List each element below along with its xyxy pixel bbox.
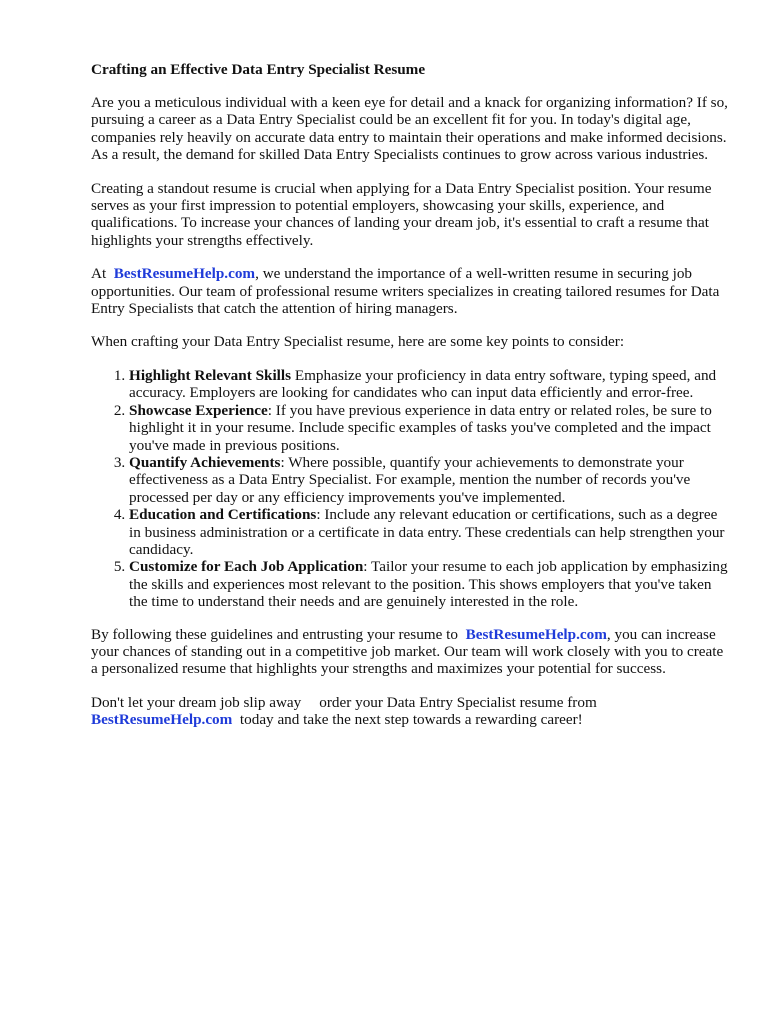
closing-paragraph	[91, 694, 729, 729]
key-points-list	[91, 367, 729, 611]
bestresumehelp-link[interactable]: BestResumeHelp.com	[465, 625, 607, 643]
guidelines-paragraph	[91, 626, 729, 678]
resume-importance-paragraph: Creating a standout resume is crucial when applying for a Data Entry Specialist position. Your resume serves as your first impression to potential employers, showcasing your skills, experience, and qualifications. To increase your chances of landing your dream job, it's essential to craft a resume that highlights your strengths effectively.	[91, 179, 712, 249]
key-point-title: Showcase Experience	[129, 401, 268, 419]
service-paragraph	[91, 265, 729, 317]
intro-paragraph: Are you a meticulous individual with a keen eye for detail and a knack for organizing information? If so, pursuing a career as a Data Entry Specialist could be an excellent fit for you. In today's digital age, companies rely heavily on accurate data entry to maintain their operations and make informed decisions. As a result, the demand for skilled Data Entry Specialists continues to grow across various industries.	[91, 94, 728, 164]
key-point-text: : If you have previous experience in data entry or related roles, be sure to highlight it in your resume. Include specific examples of tasks you've completed and the impact you've made in previous positions.	[129, 401, 712, 454]
service-paragraph-prefix: At	[91, 265, 107, 283]
service-paragraph-suffix: , we understand the importance of a well-written resume in securing job opportunities. Our team of professional resume writers specializes in creating tailored resumes for Data Entry Specialists that catch the attention of hiring managers.	[91, 265, 720, 318]
key-point-text: Emphasize your proficiency in data entry software, typing speed, and accuracy. Employers are looking for candidates who can input data efficiently and error-free.	[129, 366, 717, 402]
guidelines-paragraph-prefix: By following these guidelines and entrusting your resume to	[91, 625, 458, 643]
key-point-title: Education and Certifications	[129, 506, 317, 524]
closing-paragraph-suffix: today and take the next step towards a rewarding career!	[239, 711, 583, 729]
key-point-title: Customize for Each Job Application	[129, 558, 364, 576]
document-title: Crafting an Effective Data Entry Specialist Resume	[91, 61, 426, 78]
bestresumehelp-link[interactable]: BestResumeHelp.com	[91, 711, 233, 729]
closing-paragraph-middle: order your Data Entry Specialist resume from	[319, 693, 597, 711]
key-point-item	[129, 454, 729, 506]
key-point-text: : Where possible, quantify your achievements to demonstrate your effectiveness as a Data Entry Specialist. For example, mention the number of records you've processed per day or any efficiency improvements you've implemented.	[129, 453, 691, 506]
closing-paragraph-prefix: Don't let your dream job slip away	[91, 693, 302, 711]
key-point-title: Quantify Achievements	[129, 453, 281, 471]
key-point-item	[129, 402, 729, 454]
key-point-title: Highlight Relevant Skills	[129, 366, 292, 384]
key-point-item	[129, 506, 729, 558]
key-point-item	[129, 558, 729, 610]
key-points-intro: When crafting your Data Entry Specialist resume, here are some key points to consider:	[91, 333, 625, 351]
key-point-text: : Tailor your resume to each job application by emphasizing the skills and experiences most relevant to the position. This shows employers that you've taken the time to understand their needs and are genuinely interested in the role.	[129, 558, 728, 611]
guidelines-paragraph-suffix: , you can increase your chances of standing out in a competitive job market. Our team will work closely with you to create a personalized resume that highlights your strengths and maximizes your potential for success.	[91, 625, 724, 678]
bestresumehelp-link[interactable]: BestResumeHelp.com	[113, 265, 256, 283]
key-point-text: : Include any relevant education or certifications, such as a degree in business administration or a certificate in data entry. These credentials can help strengthen your candidacy.	[129, 506, 725, 558]
resume-guide-article	[91, 61, 729, 745]
key-point-item	[129, 367, 729, 402]
